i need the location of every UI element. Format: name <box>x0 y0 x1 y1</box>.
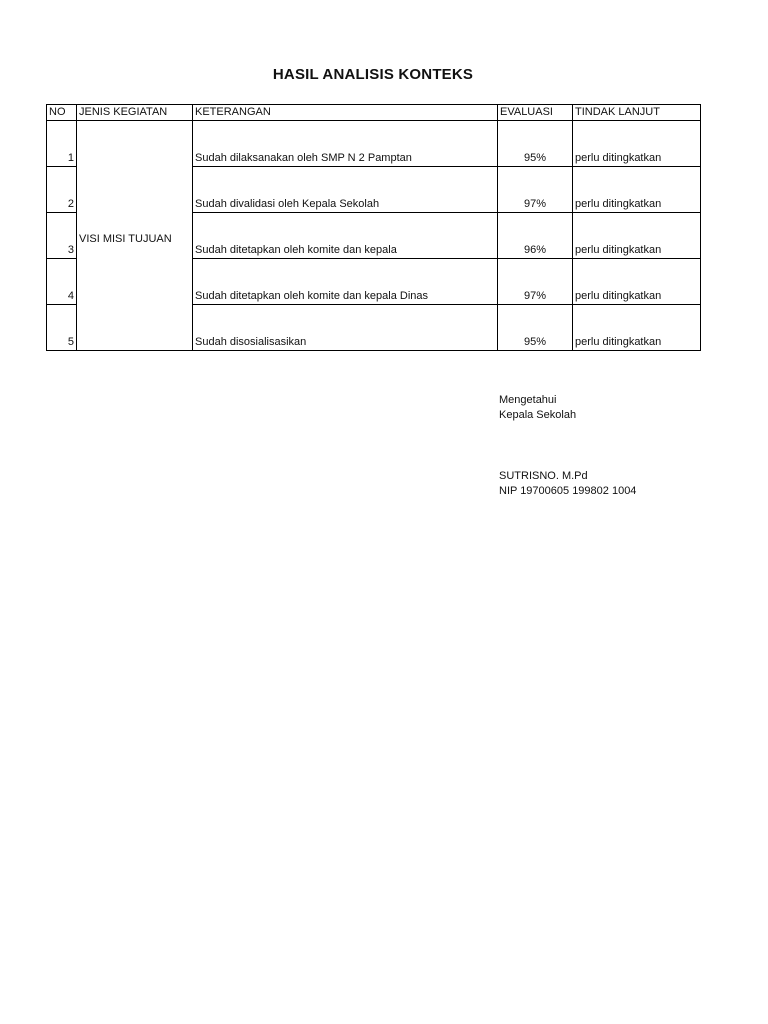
row-no: 2 <box>47 167 77 213</box>
row-keterangan: Sudah disosialisasikan <box>193 305 498 351</box>
row-keterangan: Sudah divalidasi oleh Kepala Sekolah <box>193 167 498 213</box>
header-evaluasi: EVALUASI <box>498 105 573 121</box>
signature-name: SUTRISNO. M.Pd <box>499 470 588 482</box>
header-keterangan: KETERANGAN <box>193 105 498 121</box>
signature-mengetahui: Mengetahui <box>499 394 557 406</box>
analysis-table <box>46 104 701 351</box>
page-title: HASIL ANALISIS KONTEKS <box>272 66 474 83</box>
signature-nip: NIP 19700605 199802 1004 <box>499 485 637 497</box>
header-jenis-kegiatan: JENIS KEGIATAN <box>77 105 193 121</box>
row-evaluasi: 97% <box>498 259 573 305</box>
row-evaluasi: 95% <box>498 121 573 167</box>
row-tindak-lanjut: perlu ditingkatkan <box>573 213 701 259</box>
row-no: 3 <box>47 213 77 259</box>
table-row <box>47 121 701 167</box>
row-keterangan: Sudah ditetapkan oleh komite dan kepala <box>193 213 498 259</box>
row-evaluasi: 95% <box>498 305 573 351</box>
row-no: 4 <box>47 259 77 305</box>
jenis-kegiatan-cell: VISI MISI TUJUAN <box>77 121 193 351</box>
row-no: 5 <box>47 305 77 351</box>
row-evaluasi: 96% <box>498 213 573 259</box>
row-keterangan: Sudah dilaksanakan oleh SMP N 2 Pamptan <box>193 121 498 167</box>
signature-title: Kepala Sekolah <box>499 409 577 421</box>
row-tindak-lanjut: perlu ditingkatkan <box>573 121 701 167</box>
row-evaluasi: 97% <box>498 167 573 213</box>
row-tindak-lanjut: perlu ditingkatkan <box>573 167 701 213</box>
header-no: NO <box>47 105 77 121</box>
row-keterangan: Sudah ditetapkan oleh komite dan kepala Dinas <box>193 259 498 305</box>
table-header-row <box>47 105 701 121</box>
row-no: 1 <box>47 121 77 167</box>
row-tindak-lanjut: perlu ditingkatkan <box>573 305 701 351</box>
row-tindak-lanjut: perlu ditingkatkan <box>573 259 701 305</box>
header-tindak-lanjut: TINDAK LANJUT <box>573 105 701 121</box>
